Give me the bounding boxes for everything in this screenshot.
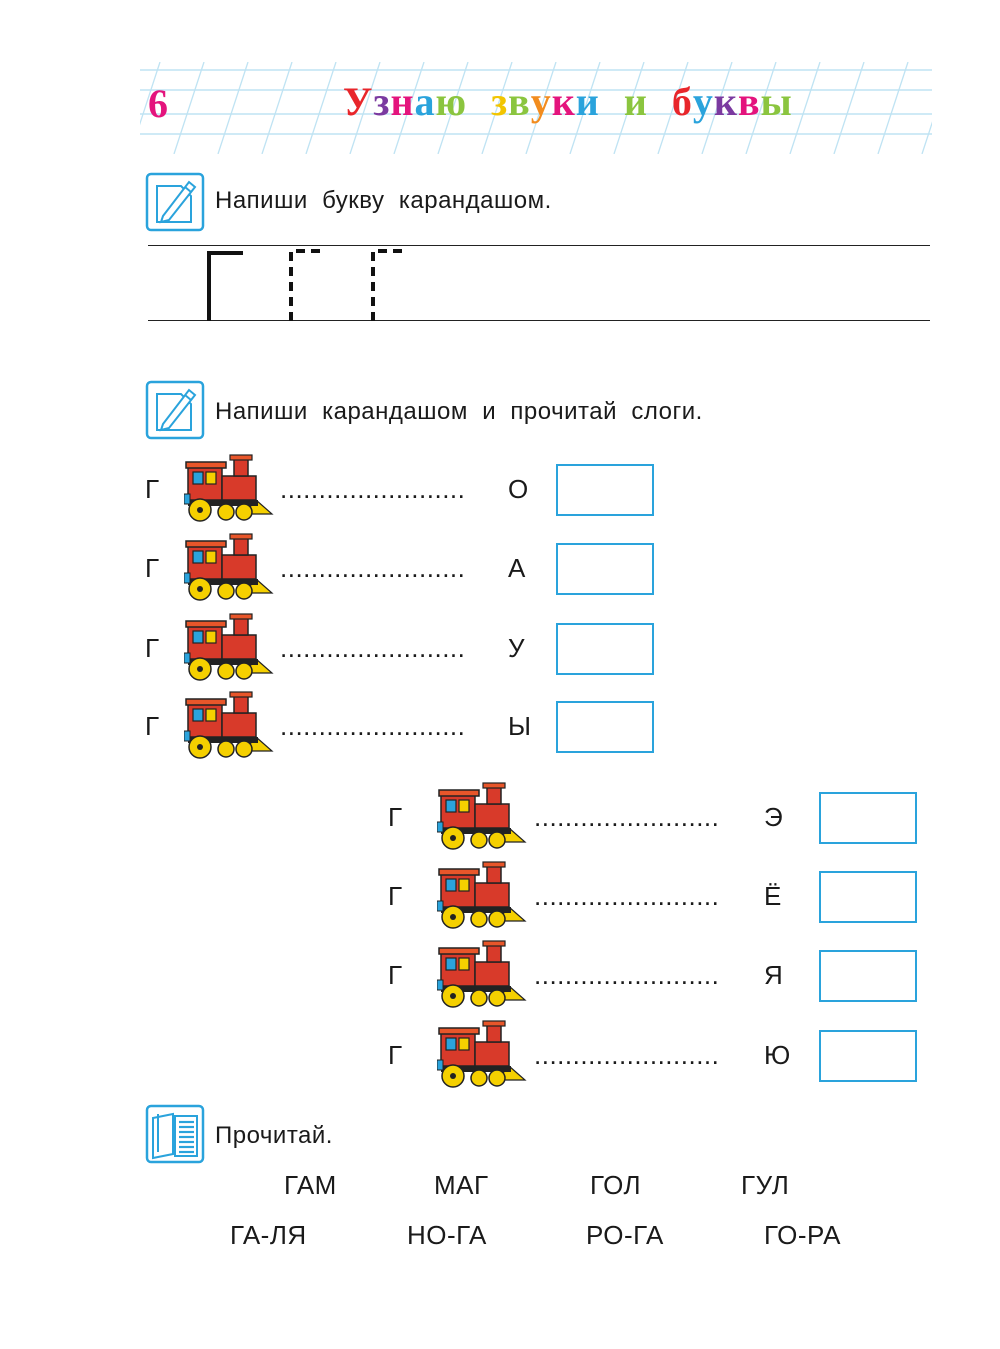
page-number: 6 (148, 81, 168, 126)
vowel-letter: У (508, 633, 525, 663)
consonant-letter: Г (145, 474, 160, 504)
read-word: РО-ГА (586, 1220, 664, 1250)
open-book-icon (145, 1104, 205, 1164)
dotted-line: ........................ (534, 881, 720, 911)
title-letter: у (692, 79, 714, 124)
dotted-line: ........................ (534, 960, 720, 990)
title-word (624, 80, 648, 124)
consonant-letter: Г (145, 711, 160, 741)
train-icon (437, 1020, 529, 1090)
title-letter: в (737, 79, 761, 124)
vowel-letter: Ю (764, 1040, 791, 1070)
pencil-paper-icon (145, 380, 205, 440)
consonant-letter: Г (388, 1040, 403, 1070)
consonant-letter: Г (145, 553, 160, 583)
dotted-line: ........................ (534, 802, 720, 832)
train-icon (437, 940, 529, 1010)
title-word (672, 80, 793, 124)
consonant-letter: Г (388, 960, 403, 990)
title-letter: у (530, 79, 552, 124)
answer-box[interactable] (819, 792, 917, 844)
train-icon (437, 782, 529, 852)
title-letter: к (713, 79, 738, 124)
vowel-letter: Я (764, 960, 783, 990)
read-word: ГАМ (284, 1170, 337, 1200)
title-word (343, 80, 467, 124)
letter-g-tracing-sample (200, 245, 420, 325)
title-letter: У (343, 79, 374, 124)
read-word: ГО-РА (764, 1220, 841, 1250)
read-word: ГА-ЛЯ (230, 1220, 307, 1250)
vowel-letter: О (508, 474, 529, 504)
dotted-line: ........................ (534, 1040, 720, 1070)
title-word (491, 80, 600, 124)
vowel-letter: Ё (764, 881, 782, 911)
answer-box[interactable] (819, 950, 917, 1002)
read-word: ГУЛ (741, 1170, 790, 1200)
vowel-letter: Ы (508, 711, 532, 741)
read-word: ГОЛ (590, 1170, 642, 1200)
title-letter: и (575, 79, 600, 124)
pencil-paper-icon (145, 172, 205, 232)
train-icon (437, 861, 529, 931)
dotted-line: ........................ (280, 633, 466, 663)
answer-box[interactable] (556, 623, 654, 675)
title-letter: и (623, 79, 648, 124)
train-icon (184, 533, 276, 603)
read-word: НО-ГА (407, 1220, 487, 1250)
title-letter: к (551, 79, 576, 124)
vowel-letter: Э (764, 802, 783, 832)
title-letter: в (508, 79, 531, 124)
title-letter: н (390, 79, 415, 124)
task1-instruction: Напиши букву карандашом. (215, 187, 552, 214)
title-letter: з (373, 79, 391, 124)
consonant-letter: Г (145, 633, 160, 663)
consonant-letter: Г (388, 881, 403, 911)
title-letter: ю (435, 79, 468, 124)
title-letter: а (414, 79, 436, 124)
title-letter: з (491, 79, 509, 124)
train-icon (184, 691, 276, 761)
answer-box[interactable] (556, 464, 654, 516)
answer-box[interactable] (556, 543, 654, 595)
consonant-letter: Г (388, 802, 403, 832)
answer-box[interactable] (819, 871, 917, 923)
vowel-letter: А (508, 553, 526, 583)
train-icon (184, 454, 276, 524)
title-letter: ы (760, 79, 793, 124)
task2-instruction: Напиши карандашом и прочитай слоги. (215, 398, 703, 425)
answer-box[interactable] (819, 1030, 917, 1082)
task3-instruction: Прочитай. (215, 1122, 333, 1149)
dotted-line: ........................ (280, 553, 466, 583)
train-icon (184, 613, 276, 683)
answer-box[interactable] (556, 701, 654, 753)
read-word: МАГ (434, 1170, 489, 1200)
dotted-line: ........................ (280, 711, 466, 741)
dotted-line: ........................ (280, 474, 466, 504)
title-letter: б (671, 79, 693, 124)
page-title (343, 80, 817, 124)
